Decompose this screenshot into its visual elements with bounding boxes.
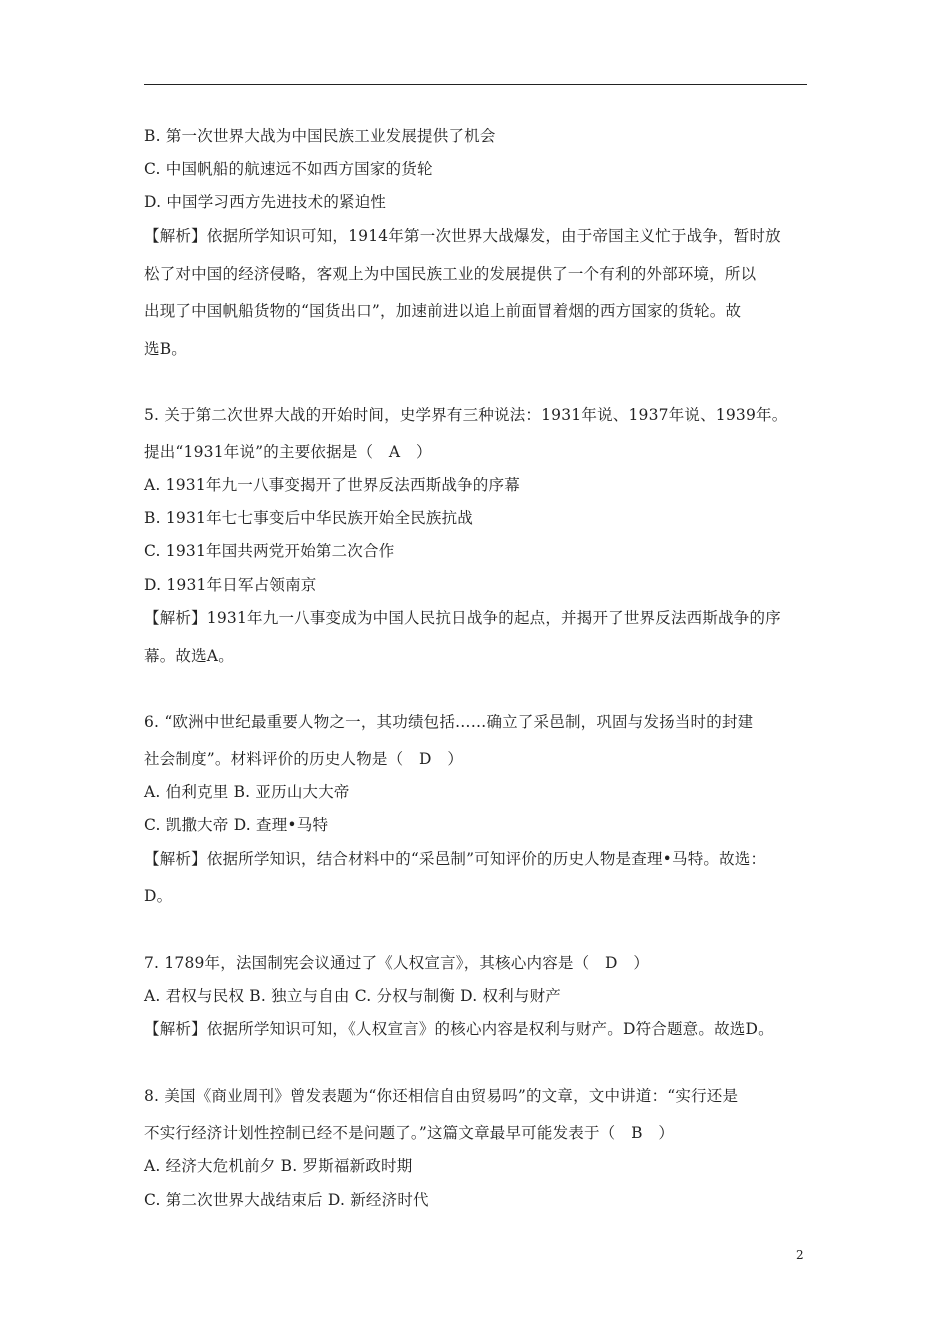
options-ab-q8: A. 经济大危机前夕 B. 罗斯福新政时期 [144, 1157, 413, 1175]
analysis-q4-line4: 选B。 [144, 340, 187, 358]
question-5-line2: 提出“1931年说”的主要依据是（ A ） [144, 443, 432, 461]
option-a-q5: A. 1931年九一八事变揭开了世界反法西斯战争的序幕 [144, 476, 520, 494]
options-cd-q8: C. 第二次世界大战结束后 D. 新经济时代 [144, 1191, 429, 1209]
option-d-q5: D. 1931年日军占领南京 [144, 576, 317, 594]
analysis-q4-line3: 出现了中国帆船货物的“国货出口”，加速前进以追上前面冒着烟的西方国家的货轮。故 [144, 302, 742, 320]
options-ab-q6: A. 伯利克里 B. 亚历山大大帝 [144, 783, 350, 801]
question-5-line1: 5. 关于第二次世界大战的开始时间，史学界有三种说法：1931年说、1937年说、1939年。 [144, 406, 788, 424]
page-number: 2 [796, 1248, 804, 1262]
question-8-line2: 不实行经济计划性控制已经不是问题了。”这篇文章最早可能发表于（ B ） [144, 1124, 675, 1142]
question-6-line1: 6. “欧洲中世纪最重要人物之一，其功绩包括……确立了采邑制，巩固与发扬当时的封建 [144, 713, 754, 731]
header-rule [144, 84, 807, 85]
question-6-line2: 社会制度”。材料评价的历史人物是（ D ） [144, 750, 464, 768]
options-q7: A. 君权与民权 B. 独立与自由 C. 分权与制衡 D. 权利与财产 [144, 987, 561, 1005]
question-8-line1: 8. 美国《商业周刊》曾发表题为“你还相信自由贸易吗”的文章，文中讲道：“实行还是 [144, 1087, 739, 1105]
analysis-q6-line2: D。 [144, 887, 173, 905]
option-d-q4: D. 中国学习西方先进技术的紧迫性 [144, 193, 387, 211]
analysis-q4-line2: 松了对中国的经济侵略，客观上为中国民族工业的发展提供了一个有利的外部环境，所以 [144, 265, 757, 283]
options-cd-q6: C. 凯撒大帝 D. 查理•马特 [144, 816, 329, 834]
option-c-q5: C. 1931年国共两党开始第二次合作 [144, 542, 395, 560]
analysis-q6-line1: 【解析】依据所学知识，结合材料中的“采邑制”可知评价的历史人物是查理•马特。故选： [144, 850, 767, 868]
analysis-q7: 【解析】依据所学知识可知，《人权宣言》的核心内容是权利与财产。D符合题意。故选D。 [144, 1020, 774, 1038]
question-7: 7. 1789年，法国制宪会议通过了《人权宣言》，其核心内容是（ D ） [144, 954, 650, 972]
analysis-q5-line1: 【解析】1931年九一八事变成为中国人民抗日战争的起点，并揭开了世界反法西斯战争的序 [144, 609, 781, 627]
option-c-q4: C. 中国帆船的航速远不如西方国家的货轮 [144, 160, 433, 178]
option-b-q4: B. 第一次世界大战为中国民族工业发展提供了机会 [144, 127, 496, 145]
analysis-q4-line1: 【解析】依据所学知识可知，1914年第一次世界大战爆发，由于帝国主义忙于战争，暂时放 [144, 227, 781, 245]
analysis-q5-line2: 幕。故选A。 [144, 647, 234, 665]
option-b-q5: B. 1931年七七事变后中华民族开始全民族抗战 [144, 509, 473, 527]
